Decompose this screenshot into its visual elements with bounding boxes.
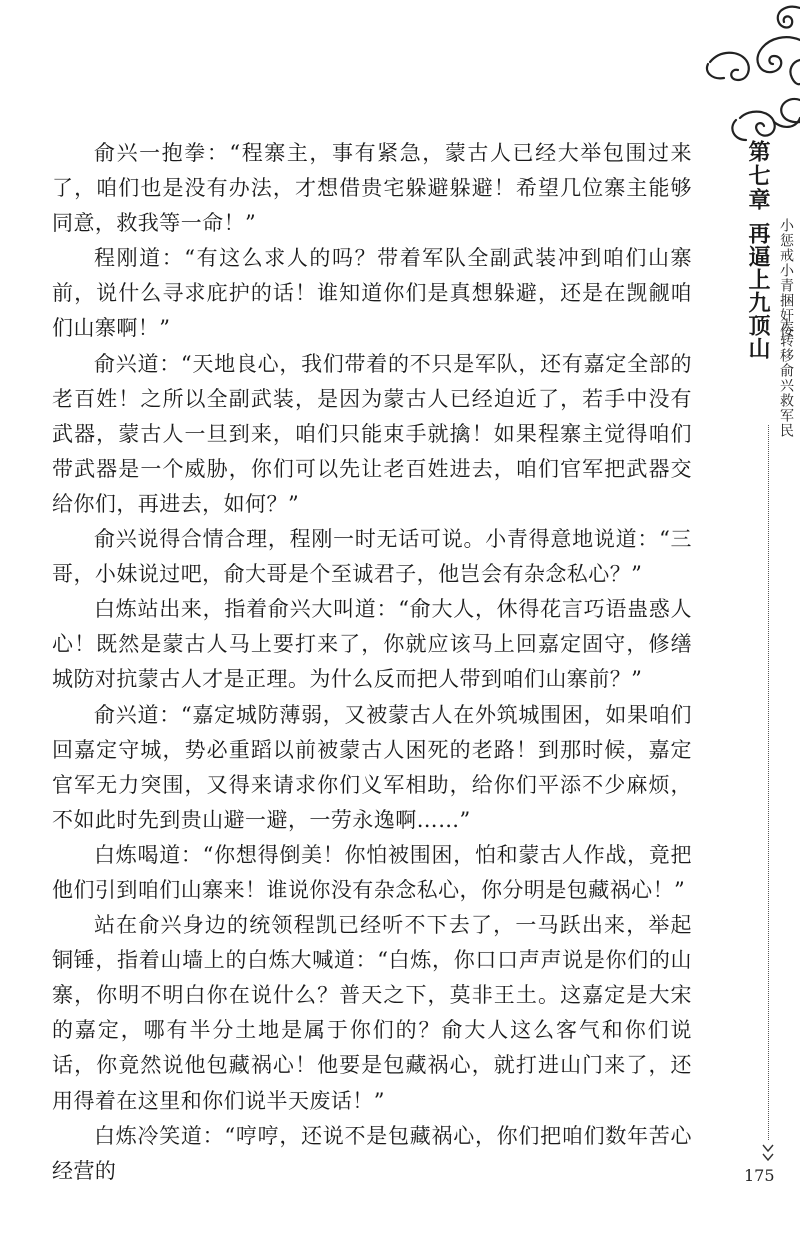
paragraph: 俞兴道：“嘉定城防薄弱，又被蒙古人在外筑城围困，如果咱们回嘉定守城，势必重蹈以前被蒙古人困死的老路！到那时候，嘉定官军无力突围，又得来请求你们义军相助，给你们平添不少麻烦，不如此时先到贵山避一避，一劳永逸啊……”: [52, 702, 692, 832]
chapter-number: 第七章: [745, 140, 771, 212]
margin-dotted-rule: [768, 425, 769, 1140]
paragraph: 白炼站出来，指着俞兴大叫道：“俞大人，休得花言巧语蛊惑人心！既然是蒙古人马上要打来了，你就应该马上回嘉定固守，修缮城防对抗蒙古人才是正理。为什么反而把人带到咱们山寨前？”: [52, 597, 692, 692]
chapter-subtitle-line-1: 小惩戒小青捆奸佞: [778, 218, 794, 338]
paragraph: 白炼冷笑道：“哼哼，还说不是包藏祸心，你们把咱们数年苦心经营的: [52, 1123, 692, 1183]
chapter-subtitle-line-2: 大转移俞兴救军民: [778, 318, 794, 438]
paragraph: 俞兴说得合情合理，程刚一时无话可说。小青得意地说道：“三哥，小妹说过吧，俞大哥是个至诚君子，他岂会有杂念私心？”: [52, 527, 692, 587]
paragraph: 俞兴一抱拳：“程寨主，事有紧急，蒙古人已经大举包围过来了，咱们也是没有办法，才想借贵宅躲避躲避！希望几位寨主能够同意，救我等一命！”: [52, 141, 692, 236]
body-text: [52, 136, 692, 1189]
cloud-ornament-icon: [700, 0, 800, 160]
paragraph: 俞兴道：“天地良心，我们带着的不只是军队，还有嘉定全部的老百姓！之所以全副武装，是因为蒙古人已经迫近了，若手中没有武器，蒙古人一旦到来，咱们只能束手就擒！如果程寨主觉得咱们带武器是一个威胁，你们可以先让老百姓进去，咱们官军把武器交给你们，再进去，如何？”: [52, 351, 692, 516]
paragraph: 站在俞兴身边的统领程凯已经听不下去了，一马跃出来，举起铜锤，指着山墙上的白炼大喊道：“白炼，你口口声声说是你们的山寨，你明不明白你在说什么？普天之下，莫非王土。这嘉定是大宋的嘉定，哪有半分土地是属于你们的？俞大人这么客气和你们说话，你竟然说他包藏祸心！他要是包藏祸心，就打进山门来了，还用得着在这里和你们说半天废话！”: [52, 913, 692, 1113]
paragraph: 程刚道：“有这么求人的吗？带着军队全副武装冲到咱们山寨前，说什么寻求庇护的话！谁知道你们是真想躲避，还是在觊觎咱们山寨啊！”: [52, 246, 692, 341]
chevron-down-icon: [761, 1152, 775, 1162]
chapter-title: 再逼上九顶山: [745, 222, 771, 360]
paragraph: 白炼喝道：“你想得倒美！你怕被围困，怕和蒙古人作战，竟把他们引到咱们山寨来！谁说你没有杂念私心，你分明是包藏祸心！”: [52, 842, 692, 902]
page-number: 175: [744, 1166, 775, 1185]
